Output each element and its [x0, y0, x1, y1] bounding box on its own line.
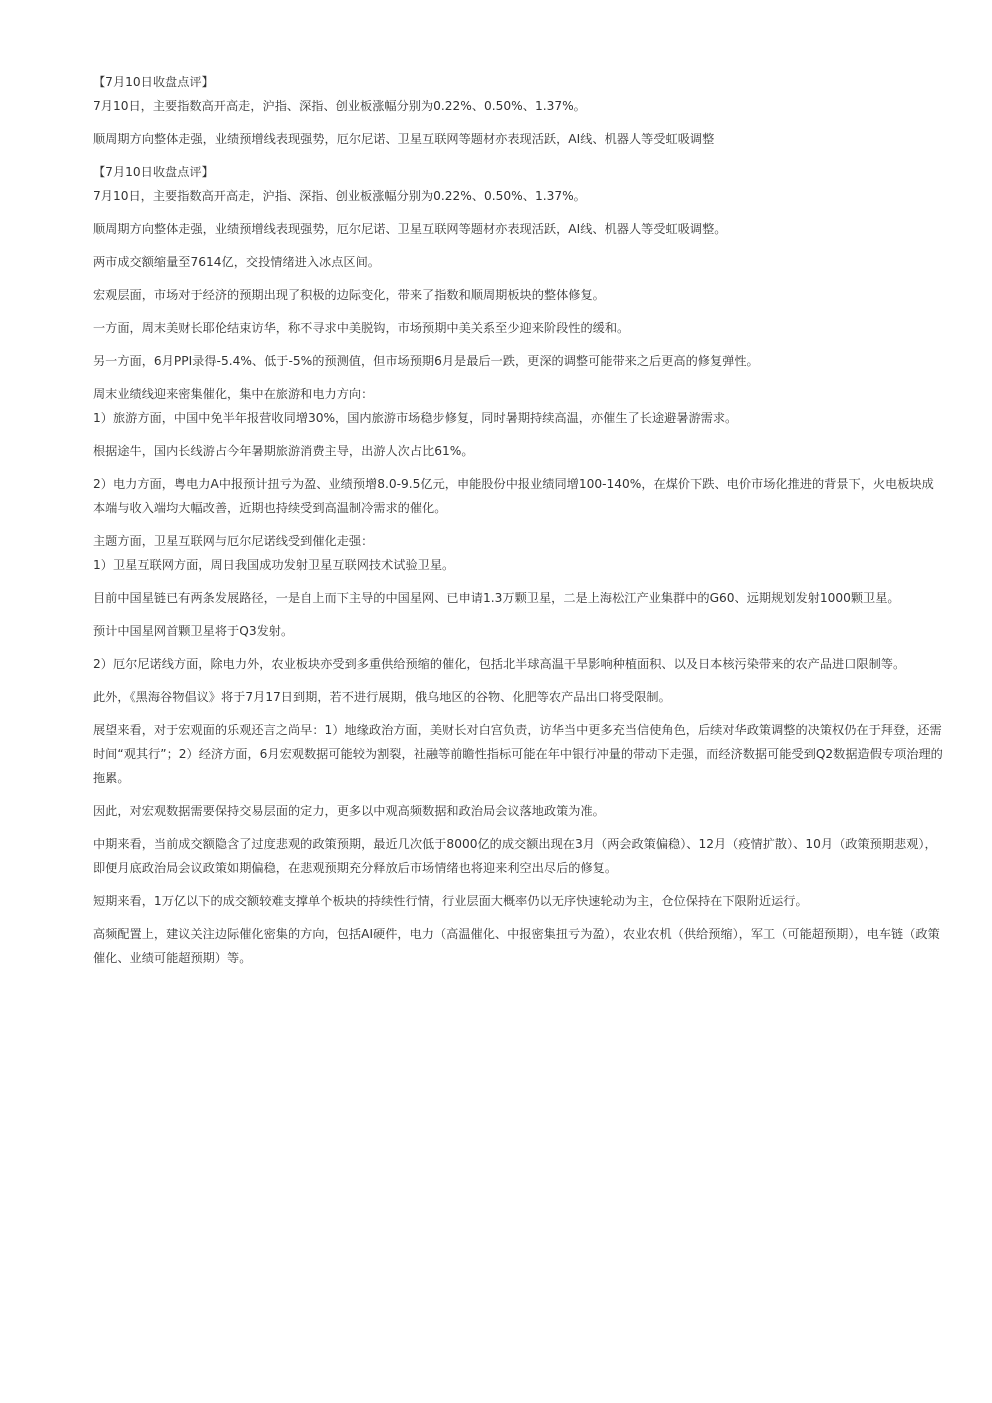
paragraph: 根据途牛，国内长线游占今年暑期旅游消费主导，出游人次占比61%。: [93, 444, 474, 458]
paragraph: 目前中国星链已有两条发展路径，一是自上而下主导的中国星网、已申请1.3万颗卫星，二是上海松江产业集群中的G60、远期规划发射1000颗卫星。: [93, 591, 900, 605]
paragraph: 1）旅游方面，中国中免半年报营收同增30%，国内旅游市场稳步修复，同时暑期持续高温，亦催生了长途避暑游需求。: [93, 411, 738, 425]
paragraph: 2）厄尔尼诺线方面，除电力外，农业板块亦受到多重供给预缩的催化，包括北半球高温干旱影响种植面积、以及日本核污染带来的农产品进口限制等。: [93, 657, 906, 671]
section-heading: 【7月10日收盘点评】: [93, 165, 214, 179]
paragraph: 宏观层面，市场对于经济的预期出现了积极的边际变化，带来了指数和顺周期板块的整体修复。: [93, 288, 605, 302]
paragraph: 周末业绩线迎来密集催化，集中在旅游和电力方向：: [93, 387, 374, 401]
paragraph: 此外，《黑海谷物倡议》将于7月17日到期，若不进行展期，俄乌地区的谷物、化肥等农产品出口将受限制。: [93, 690, 671, 704]
paragraph: 另一方面，6月PPI录得-5.4%、低于-5%的预测值，但市场预期6月是最后一跌，更深的调整可能带来之后更高的修复弹性。: [93, 354, 759, 368]
paragraph: 因此，对宏观数据需要保持交易层面的定力，更多以中观高频数据和政治局会议落地政策为准。: [93, 804, 605, 818]
article-body: [93, 70, 943, 979]
paragraph: 2）电力方面，粤电力A中报预计扭亏为盈、业绩预增8.0-9.5亿元，申能股份中报业绩同增100-140%，在煤价下跌、电价市场化推进的背景下，火电板块成本端与收入端均大幅改善，近期也持续受到高温制冷需求的催化。: [93, 477, 934, 515]
paragraph: 顺周期方向整体走强，业绩预增线表现强势，厄尔尼诺、卫星互联网等题材亦表现活跃，AI线、机器人等受虹吸调整。: [93, 222, 727, 236]
section-heading: 【7月10日收盘点评】: [93, 75, 214, 89]
paragraph: 预计中国星网首颗卫星将于Q3发射。: [93, 624, 294, 638]
paragraph: 两市成交额缩量至7614亿，交投情绪进入冰点区间。: [93, 255, 380, 269]
paragraph: 高频配置上，建议关注边际催化密集的方向，包括AI硬件，电力（高温催化、中报密集扭亏为盈），农业农机（供给预缩），军工（可能超预期），电车链（政策催化、业绩可能超预期）等。: [93, 927, 940, 965]
paragraph: 7月10日，主要指数高开高走，沪指、深指、创业板涨幅分别为0.22%、0.50%、1.37%。: [93, 99, 586, 113]
paragraph: 中期来看，当前成交额隐含了过度悲观的政策预期，最近几次低于8000亿的成交额出现在3月（两会政策偏稳）、12月（疫情扩散）、10月（政策预期悲观），即便月底政治局会议政策如期偏稳，在悲观预期充分释放后市场情绪也将迎来利空出尽后的修复。: [93, 837, 937, 875]
paragraph: 展望来看，对于宏观面的乐观还言之尚早：1）地缘政治方面，美财长对白宫负责，访华当中更多充当信使角色，后续对华政策调整的决策权仍在于拜登，还需时间“观其行”；2）经济方面，6月宏观数据可能较为割裂，社融等前瞻性指标可能在年中银行冲量的带动下走强，而经济数据可能受到Q2数据造假专项治理的拖累。: [93, 723, 943, 785]
paragraph: 顺周期方向整体走强，业绩预增线表现强势，厄尔尼诺、卫星互联网等题材亦表现活跃，AI线、机器人等受虹吸调整: [93, 132, 715, 146]
paragraph: 一方面，周末美财长耶伦结束访华，称不寻求中美脱钩，市场预期中美关系至少迎来阶段性的缓和。: [93, 321, 630, 335]
paragraph: 7月10日，主要指数高开高走，沪指、深指、创业板涨幅分别为0.22%、0.50%、1.37%。: [93, 189, 586, 203]
paragraph: 主题方面，卫星互联网与厄尔尼诺线受到催化走强：: [93, 534, 374, 548]
paragraph: 1）卫星互联网方面，周日我国成功发射卫星互联网技术试验卫星。: [93, 558, 455, 572]
paragraph: 短期来看，1万亿以下的成交额较难支撑单个板块的持续性行情，行业层面大概率仍以无序快速轮动为主，仓位保持在下限附近运行。: [93, 894, 808, 908]
